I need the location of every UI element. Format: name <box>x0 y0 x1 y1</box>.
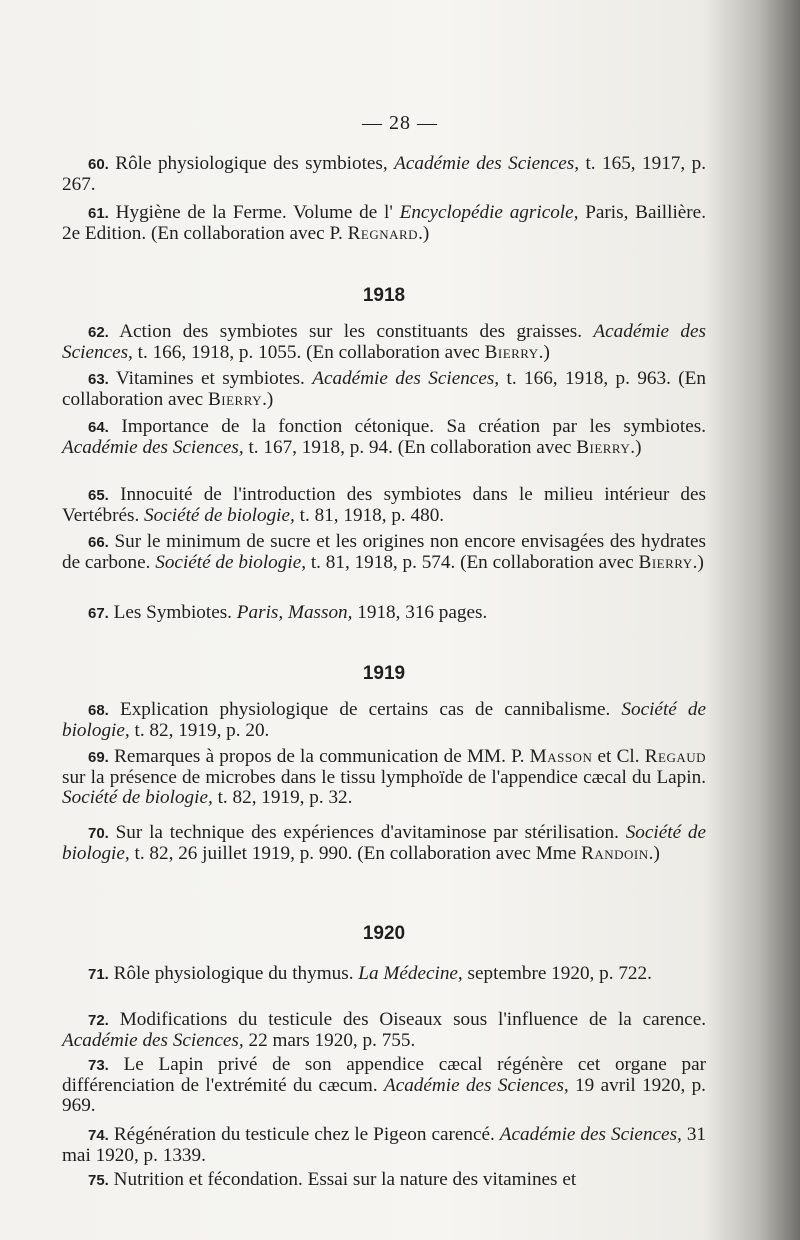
page-number: — 28 — <box>362 112 438 134</box>
bibliography-entry-60: 60. Rôle physiologique des symbiotes, Académie des Sciences, t. 165, 1917, p. 267. <box>62 153 706 196</box>
bibliography-entry-62: 62. Action des symbiotes sur les constituants des graisses. Académie des Sciences, t. 166, 1918, p. 1055. (En collaboration avec Bierry.) <box>62 321 707 364</box>
year-heading-1920: 1920 <box>362 923 406 944</box>
bibliography-entry-75: 75. Nutrition et fécondation. Essai sur la nature des vitamines et <box>88 1169 577 1190</box>
bibliography-entry-71: 71. Rôle physiologique du thymus. La Médecine, septembre 1920, p. 722. <box>88 963 652 984</box>
bibliography-entry-67: 67. Les Symbiotes. Paris, Masson, 1918, 316 pages. <box>88 602 488 623</box>
bibliography-entry-68: 68. Explication physiologique de certains cas de cannibalisme. Société de biologie, t. 82, 1919, p. 20. <box>62 699 707 742</box>
bibliography-entry-66: 66. Sur le minimum de sucre et les origines non encore envisagées des hydrates de carbone. Société de biologie, t. 81, 1918, p. 574. (En collaboration avec Bierry.) <box>62 531 707 574</box>
year-heading-1919: 1919 <box>362 663 406 684</box>
bibliography-entry-61: 61. Hygiène de la Ferme. Volume de l' Encyclopédie agricole, Paris, Baillière. 2e Edition. (En collaboration avec P. Regnard.) <box>62 202 706 245</box>
bibliography-entry-72: 72. Modifications du testicule des Oiseaux sous l'influence de la carence. Académie des Sciences, 22 mars 1920, p. 755. <box>62 1009 707 1052</box>
bibliography-entry-63: 63. Vitamines et symbiotes. Académie des Sciences, t. 166, 1918, p. 963. (En collaboration avec Bierry.) <box>62 368 706 411</box>
bibliography-entry-70: 70. Sur la technique des expériences d'avitaminose par stérilisation. Société de biologie, t. 82, 26 juillet 1919, p. 990. (En collaboration avec Mme Randoin.) <box>62 822 706 865</box>
bibliography-entry-64: 64. Importance de la fonction cétonique. Sa création par les symbiotes. Académie des Sciences, t. 167, 1918, p. 94. (En collaboration avec Bierry.) <box>62 416 706 459</box>
bibliography-entry-74: 74. Régénération du testicule chez le Pigeon carencé. Académie des Sciences, 31 mai 1920, p. 1339. <box>62 1124 707 1167</box>
bibliography-entry-73: 73. Le Lapin privé de son appendice cæcal régénère cet organe par différenciation de l'extrémité du cæcum. Académie des Sciences, 19 avril 1920, p. 969. <box>62 1054 707 1117</box>
bibliography-entry-69: 69. Remarques à propos de la communication de MM. P. Masson et Cl. Regaud sur la présence de microbes dans le tissu lymphoïde de l'appendice cæcal du Lapin. Société de biologie, t. 82, 1919, p. 32. <box>62 746 707 809</box>
year-heading-1918: 1918 <box>362 285 406 306</box>
bibliography-entry-65: 65. Innocuité de l'introduction des symbiotes dans le milieu intérieur des Vertébrés. Société de biologie, t. 81, 1918, p. 480. <box>62 484 706 527</box>
